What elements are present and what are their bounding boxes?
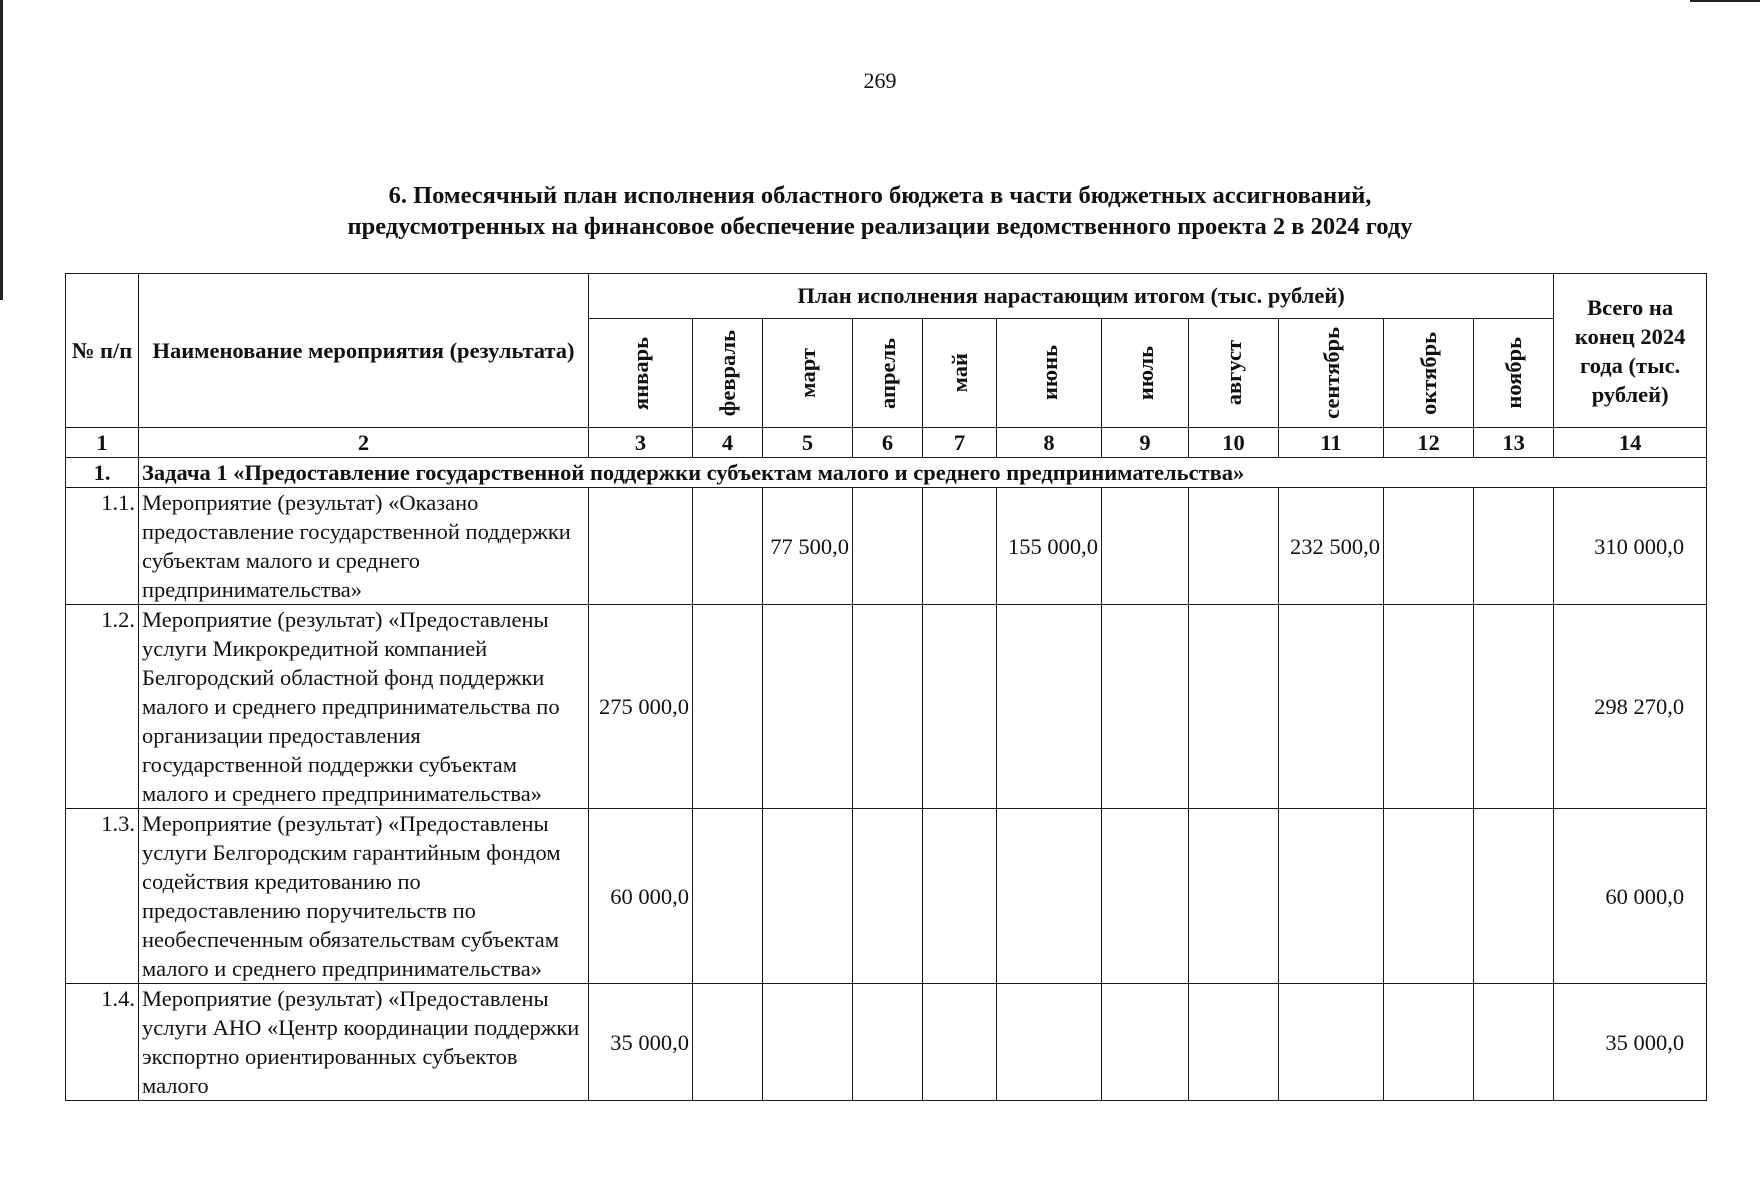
- column-number: 8: [997, 428, 1102, 458]
- scan-edge-mark: [1690, 0, 1760, 2]
- month-value: [1474, 809, 1554, 984]
- page-number: 269: [863, 68, 897, 93]
- table-row: [66, 605, 1707, 809]
- month-value: [1384, 605, 1474, 809]
- header-total: Всего на конец 2024 года (тыс. рублей): [1554, 274, 1707, 428]
- header-month: июнь: [997, 319, 1102, 428]
- month-value: [853, 488, 923, 605]
- column-number: 1: [66, 428, 139, 458]
- column-number: 3: [589, 428, 693, 458]
- header-name: Наименование мероприятия (результата): [139, 274, 589, 428]
- month-value: [763, 984, 853, 1101]
- header-month: май: [923, 319, 997, 428]
- month-value: [1384, 488, 1474, 605]
- month-value: [1279, 984, 1384, 1101]
- title-line-2: предусмотренных на финансовое обеспечение реализации ведомственного проекта 2 в 2024 году: [347, 213, 1413, 240]
- column-number: 12: [1384, 428, 1474, 458]
- month-value: [1384, 984, 1474, 1101]
- row-index: 1.4.: [66, 984, 139, 1101]
- month-value: [589, 488, 693, 605]
- month-value: [1102, 488, 1189, 605]
- month-value: [923, 488, 997, 605]
- header-plan-group: План исполнения нарастающим итогом (тыс. рублей): [589, 274, 1554, 319]
- column-number: 4: [693, 428, 763, 458]
- column-number: 14: [1554, 428, 1707, 458]
- row-index: 1.2.: [66, 605, 139, 809]
- month-value: [923, 809, 997, 984]
- task-row: [66, 458, 1707, 488]
- month-value: [1189, 809, 1279, 984]
- row-index: 1.1.: [66, 488, 139, 605]
- task-index: 1.: [66, 458, 139, 488]
- month-value: [693, 488, 763, 605]
- header-month: ноябрь: [1474, 319, 1554, 428]
- title-line-1: 6. Помесячный план исполнения областного бюджета в части бюджетных ассигнований,: [388, 182, 1372, 209]
- header-row-1: [66, 274, 1707, 319]
- column-number: 6: [853, 428, 923, 458]
- row-name: Мероприятие (результат) «Оказано предоставление государственной поддержки субъектам малого и среднего предпринимательства»: [139, 488, 589, 605]
- month-value: 60 000,0: [589, 809, 693, 984]
- row-total: 60 000,0: [1554, 809, 1707, 984]
- header-month: сентябрь: [1279, 319, 1384, 428]
- column-number: 11: [1279, 428, 1384, 458]
- header-month: январь: [589, 319, 693, 428]
- month-value: [1189, 984, 1279, 1101]
- month-value: [1189, 605, 1279, 809]
- header-month: апрель: [853, 319, 923, 428]
- column-number: 2: [139, 428, 589, 458]
- row-index: 1.3.: [66, 809, 139, 984]
- row-name: Мероприятие (результат) «Предоставлены услуги АНО «Центр координации поддержки экспортно ориентированных субъектов малого: [139, 984, 589, 1101]
- month-value: 77 500,0: [763, 488, 853, 605]
- month-value: 232 500,0: [1279, 488, 1384, 605]
- column-number: 9: [1102, 428, 1189, 458]
- month-value: [1474, 605, 1554, 809]
- column-number: 7: [923, 428, 997, 458]
- month-value: [693, 984, 763, 1101]
- row-name: Мероприятие (результат) «Предоставлены услуги Белгородским гарантийным фондом содействия кредитованию по предоставлению поручительств по необеспеченным обязательствам субъектам малого и среднего предпринимательства»: [139, 809, 589, 984]
- month-value: [923, 984, 997, 1101]
- month-value: [997, 809, 1102, 984]
- month-value: [1102, 809, 1189, 984]
- month-value: 275 000,0: [589, 605, 693, 809]
- month-value: [853, 809, 923, 984]
- month-value: [997, 984, 1102, 1101]
- month-value: [763, 605, 853, 809]
- header-month: март: [763, 319, 853, 428]
- budget-plan-table: [65, 273, 1707, 1101]
- row-name: Мероприятие (результат) «Предоставлены услуги Микрокредитной компанией Белгородский областной фонд поддержки малого и среднего предпринимательства по организации предоставления государственной поддержки субъектам малого и среднего предпринимательства»: [139, 605, 589, 809]
- header-month: август: [1189, 319, 1279, 428]
- table-row: [66, 809, 1707, 984]
- month-value: [1102, 984, 1189, 1101]
- scan-edge-mark: [0, 0, 3, 300]
- month-value: [923, 605, 997, 809]
- header-month: июль: [1102, 319, 1189, 428]
- header-num: № п/п: [66, 274, 139, 428]
- month-value: [1474, 488, 1554, 605]
- column-number: 13: [1474, 428, 1554, 458]
- row-total: 310 000,0: [1554, 488, 1707, 605]
- month-value: [853, 605, 923, 809]
- table-row: [66, 488, 1707, 605]
- row-total: 298 270,0: [1554, 605, 1707, 809]
- page-title: [0, 180, 1760, 242]
- month-value: [853, 984, 923, 1101]
- month-value: [1279, 809, 1384, 984]
- month-value: [1189, 488, 1279, 605]
- column-number-row: [66, 428, 1707, 458]
- month-value: [763, 809, 853, 984]
- month-value: 35 000,0: [589, 984, 693, 1101]
- month-value: [693, 809, 763, 984]
- month-value: [693, 605, 763, 809]
- month-value: [1384, 809, 1474, 984]
- column-number: 10: [1189, 428, 1279, 458]
- task-text: Задача 1 «Предоставление государственной поддержки субъектам малого и среднего предпринимательства»: [139, 458, 1707, 488]
- row-total: 35 000,0: [1554, 984, 1707, 1101]
- header-month: октябрь: [1384, 319, 1474, 428]
- table-row: [66, 984, 1707, 1101]
- header-month: февраль: [693, 319, 763, 428]
- month-value: [1102, 605, 1189, 809]
- month-value: [997, 605, 1102, 809]
- month-value: [1474, 984, 1554, 1101]
- month-value: [1279, 605, 1384, 809]
- month-value: 155 000,0: [997, 488, 1102, 605]
- column-number: 5: [763, 428, 853, 458]
